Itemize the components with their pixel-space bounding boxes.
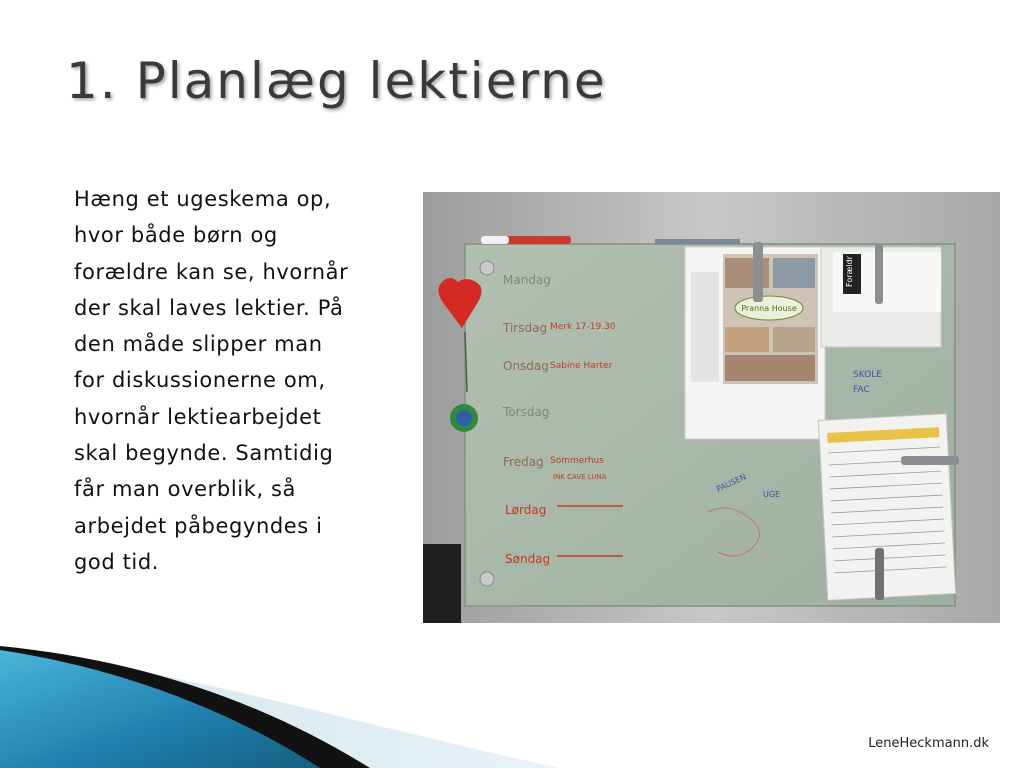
body-line: hvornår lektiearbejdet bbox=[74, 404, 322, 429]
body-line: hvor både børn og bbox=[74, 223, 278, 248]
magnet-clip bbox=[753, 242, 763, 302]
body-line: god tid. bbox=[74, 549, 160, 574]
board-pin bbox=[480, 261, 494, 275]
day-label: Mandag bbox=[503, 273, 551, 287]
slide-title: 1. Planlæg lektierne bbox=[66, 52, 607, 110]
magnet-clip bbox=[875, 244, 883, 304]
day-note: Merk 17-19.30 bbox=[550, 322, 616, 332]
day-label: Tirsdag bbox=[503, 321, 548, 335]
day-label: Lørdag bbox=[505, 503, 547, 517]
body-line: skal begynde. Samtidig bbox=[74, 441, 334, 466]
whiteboard-photo bbox=[423, 192, 1000, 623]
stapler bbox=[423, 544, 461, 623]
board-pin bbox=[480, 572, 494, 586]
day-label: Torsdag bbox=[503, 405, 550, 419]
day-note: Sommerhus bbox=[550, 456, 604, 466]
body-line: for diskussionerne om, bbox=[74, 368, 326, 393]
footer-credit: LeneHeckmann.dk bbox=[868, 736, 989, 751]
day-note: Sabine Harter bbox=[550, 361, 613, 371]
body-line: får man overblik, så bbox=[74, 477, 297, 502]
day-note: INK CAVE LUNA bbox=[553, 473, 607, 481]
side-label: Forældr bbox=[845, 256, 854, 287]
body-text bbox=[74, 181, 404, 580]
body-line: den måde slipper man bbox=[74, 332, 323, 357]
magnet-clip bbox=[875, 548, 884, 600]
flyer-title: Pranna House bbox=[741, 304, 797, 313]
svg-text:PAUSEN: PAUSEN bbox=[715, 472, 748, 494]
day-label: Onsdag bbox=[503, 359, 549, 373]
day-label: Søndag bbox=[505, 552, 551, 566]
magnet-clip bbox=[901, 456, 959, 465]
svg-text:FAC: FAC bbox=[853, 385, 870, 395]
day-label: Fredag bbox=[503, 455, 544, 469]
body-line: der skal laves lektier. På bbox=[74, 295, 344, 320]
body-line: arbejdet påbegyndes i bbox=[74, 513, 323, 538]
body-line: forældre kan se, hvornår bbox=[74, 259, 349, 284]
body-line: Hæng et ugeskema op, bbox=[74, 187, 332, 211]
svg-text:UGE: UGE bbox=[763, 490, 781, 499]
svg-text:SKOLE: SKOLE bbox=[853, 370, 882, 380]
